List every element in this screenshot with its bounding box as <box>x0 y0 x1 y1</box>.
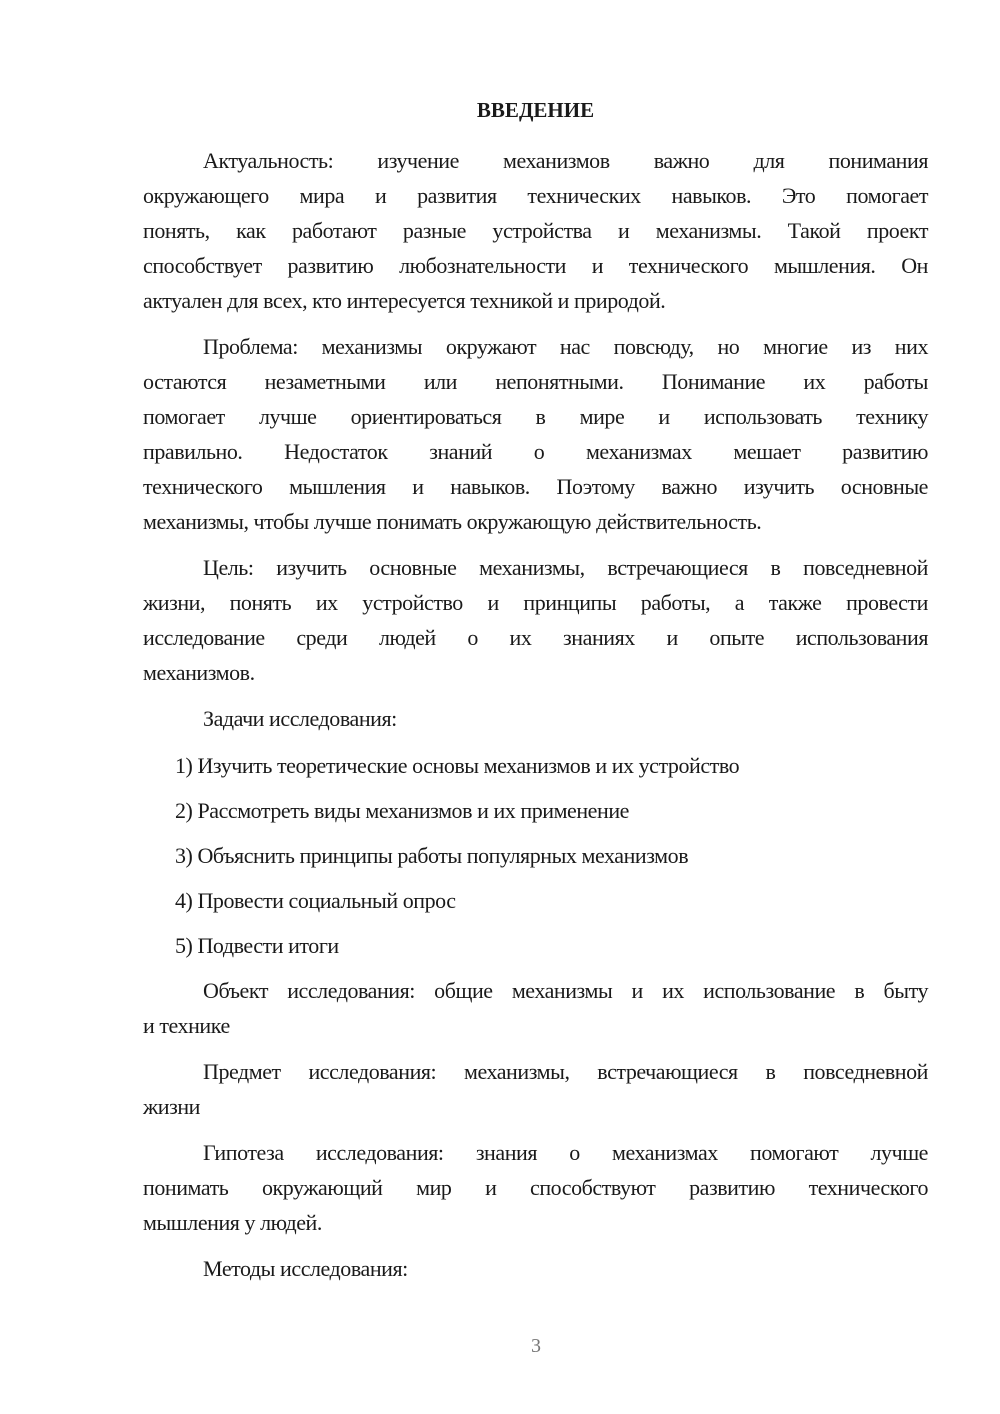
text-line: и технике <box>143 1013 230 1038</box>
text-line: мышления у людей. <box>143 1210 322 1235</box>
text-line: актуален для всех, кто интересуется техникой и природой. <box>143 288 666 313</box>
text-line: жизни, понять их устройство и принципы работы, а также провести <box>143 590 928 615</box>
text-line: Предмет исследования: механизмы, встречающиеся в повседневной <box>203 1059 928 1084</box>
text-line: жизни <box>143 1094 200 1119</box>
text-line: Актуальность: изучение механизмов важно для понимания <box>203 148 928 173</box>
paragraph-goal <box>143 550 928 690</box>
tasks-list <box>143 748 928 963</box>
paragraph-hypothesis <box>143 1135 928 1240</box>
text-line: исследование среди людей о их знаниях и опыте использования <box>143 625 928 650</box>
text-line: Объект исследования: общие механизмы и их использование в быту <box>203 978 928 1003</box>
text-line: понять, как работают разные устройства и механизмы. Такой проект <box>143 218 928 243</box>
text-line: механизмов. <box>143 660 255 685</box>
list-item: 2) Рассмотреть виды механизмов и их применение <box>175 798 629 823</box>
paragraph-object <box>143 973 928 1043</box>
text-line: правильно. Недостаток знаний о механизмах мешает развитию <box>143 439 928 464</box>
methods-heading: Методы исследования: <box>203 1256 408 1281</box>
paragraph-problem <box>143 329 928 539</box>
list-item: 5) Подвести итоги <box>175 933 339 958</box>
text-line: Проблема: механизмы окружают нас повсюду, но многие из них <box>203 334 928 359</box>
list-item: 1) Изучить теоретические основы механизмов и их устройство <box>175 753 740 778</box>
text-line: понимать окружающий мир и способствуют развитию технического <box>143 1175 928 1200</box>
text-line: помогает лучше ориентироваться в мире и использовать технику <box>143 404 928 429</box>
tasks-heading: Задачи исследования: <box>203 706 397 731</box>
text-line: технического мышления и навыков. Поэтому важно изучить основные <box>143 474 928 499</box>
list-item: 3) Объяснить принципы работы популярных механизмов <box>175 843 689 868</box>
text-line: окружающего мира и развития технических навыков. Это помогает <box>143 183 928 208</box>
text-line: остаются незаметными или непонятными. Понимание их работы <box>143 369 928 394</box>
list-item: 4) Провести социальный опрос <box>175 888 456 913</box>
paragraph-relevance <box>143 143 928 318</box>
paragraph-subject <box>143 1054 928 1124</box>
text-line: Цель: изучить основные механизмы, встречающиеся в повседневной <box>203 555 928 580</box>
document-page <box>143 93 928 1286</box>
text-line: способствует развитию любознательности и технического мышления. Он <box>143 253 928 278</box>
text-line: механизмы, чтобы лучше понимать окружающую действительность. <box>143 509 762 534</box>
text-line: Гипотеза исследования: знания о механизмах помогают лучше <box>203 1140 928 1165</box>
page-number: 3 <box>531 1335 541 1357</box>
section-title: ВВЕДЕНИЕ <box>476 98 595 122</box>
